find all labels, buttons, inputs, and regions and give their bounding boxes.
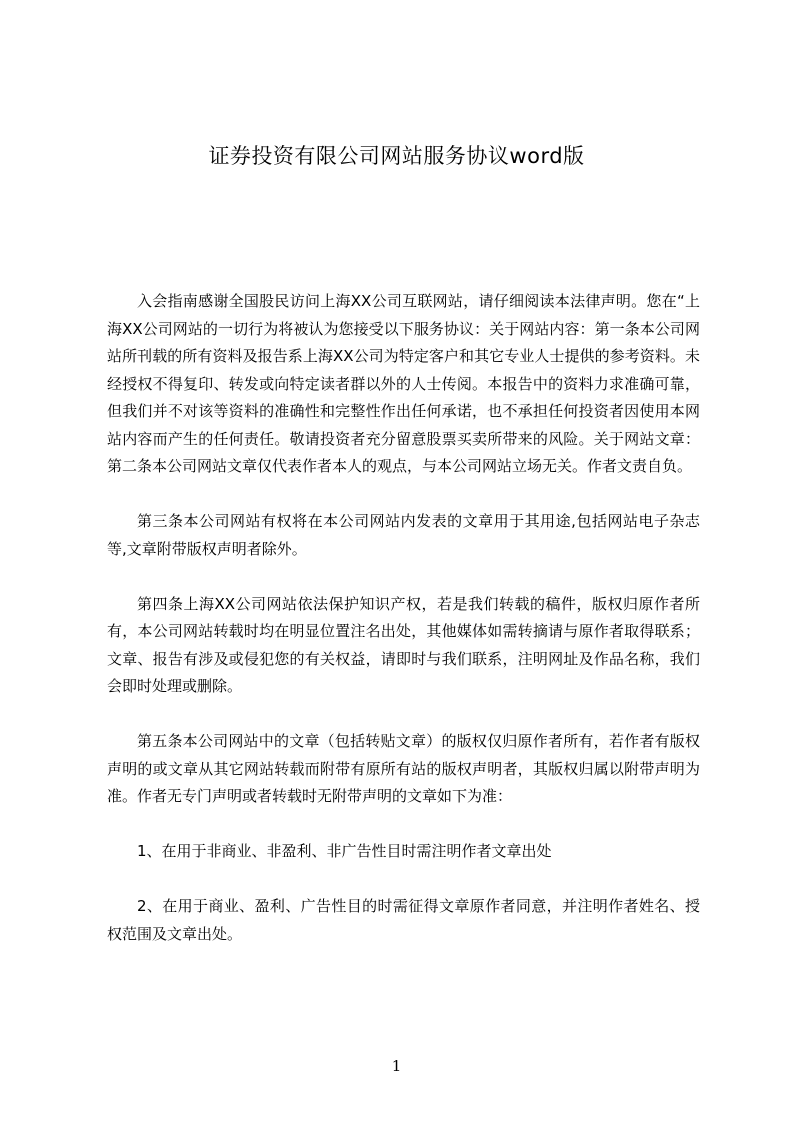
paragraph-spacer [107, 701, 700, 729]
paragraph-item-2: 2、在用于商业、盈利、广告性目的时需征得文章原作者同意，并注明作者姓名、授权范围及文章出处。 [107, 897, 700, 943]
paragraph-article-4: 第四条上海XX公司网站依法保护知识产权，若是我们转载的稿件，版权归原作者所有，本公司网站转载时均在明显位置注名出处，其他媒体如需转摘请与原作者取得联系；文章、报告有涉及或侵犯您的有关权益，请即时与我们联系，注明网址及作品名称，我们会即时处理或删除。 [107, 594, 700, 695]
paragraph-item-1: 1、在用于非商业、非盈利、非广告性目时需注明作者文章出处 [137, 842, 552, 860]
paragraph-spacer [107, 866, 700, 894]
paragraph-article-3: 第三条本公司网站有权将在本公司网站内发表的文章用于其用途,包括网站电子杂志等,文章附带版权声明者除外。 [107, 512, 700, 558]
paragraph-spacer [107, 481, 700, 509]
paragraph-article-5: 第五条本公司网站中的文章（包括转贴文章）的版权仅归原作者所有，若作者有版权声明的或文章从其它网站转载而附带有原所有站的版权声明者，其版权归属以附带声明为准。作者无专门声明或者转载时无附带声明的文章如下为准： [107, 732, 700, 805]
paragraph-spacer [107, 811, 700, 839]
document-title: 证券投资有限公司网站服务协议word版 [208, 144, 585, 168]
page-number: 1 [391, 1057, 402, 1075]
paragraph-spacer [107, 563, 700, 591]
paragraph-intro: 入会指南感谢全国股民访问上海XX公司互联网站，请仔细阅读本法律声明。您在“上海XX公司网站的一切行为将被认为您接受以下服务协议：关于网站内容：第一条本公司网站所刊载的所有资料及报告系上海XX公司为特定客户和其它专业人士提供的参考资料。未经授权不得复印、转发或向特定读者群以外的人士传阅。本报告中的资料力求准确可靠，但我们并不对该等资料的准确性和完整性作出任何承诺，也不承担任何投资者因使用本网站内容而产生的任何责任。敬请投资者充分留意股票买卖所带来的风险。关于网站文章：第二条本公司网站文章仅代表作者本人的观点，与本公司网站立场无关。作者文责自负。 [107, 292, 700, 475]
document-body [107, 288, 700, 948]
